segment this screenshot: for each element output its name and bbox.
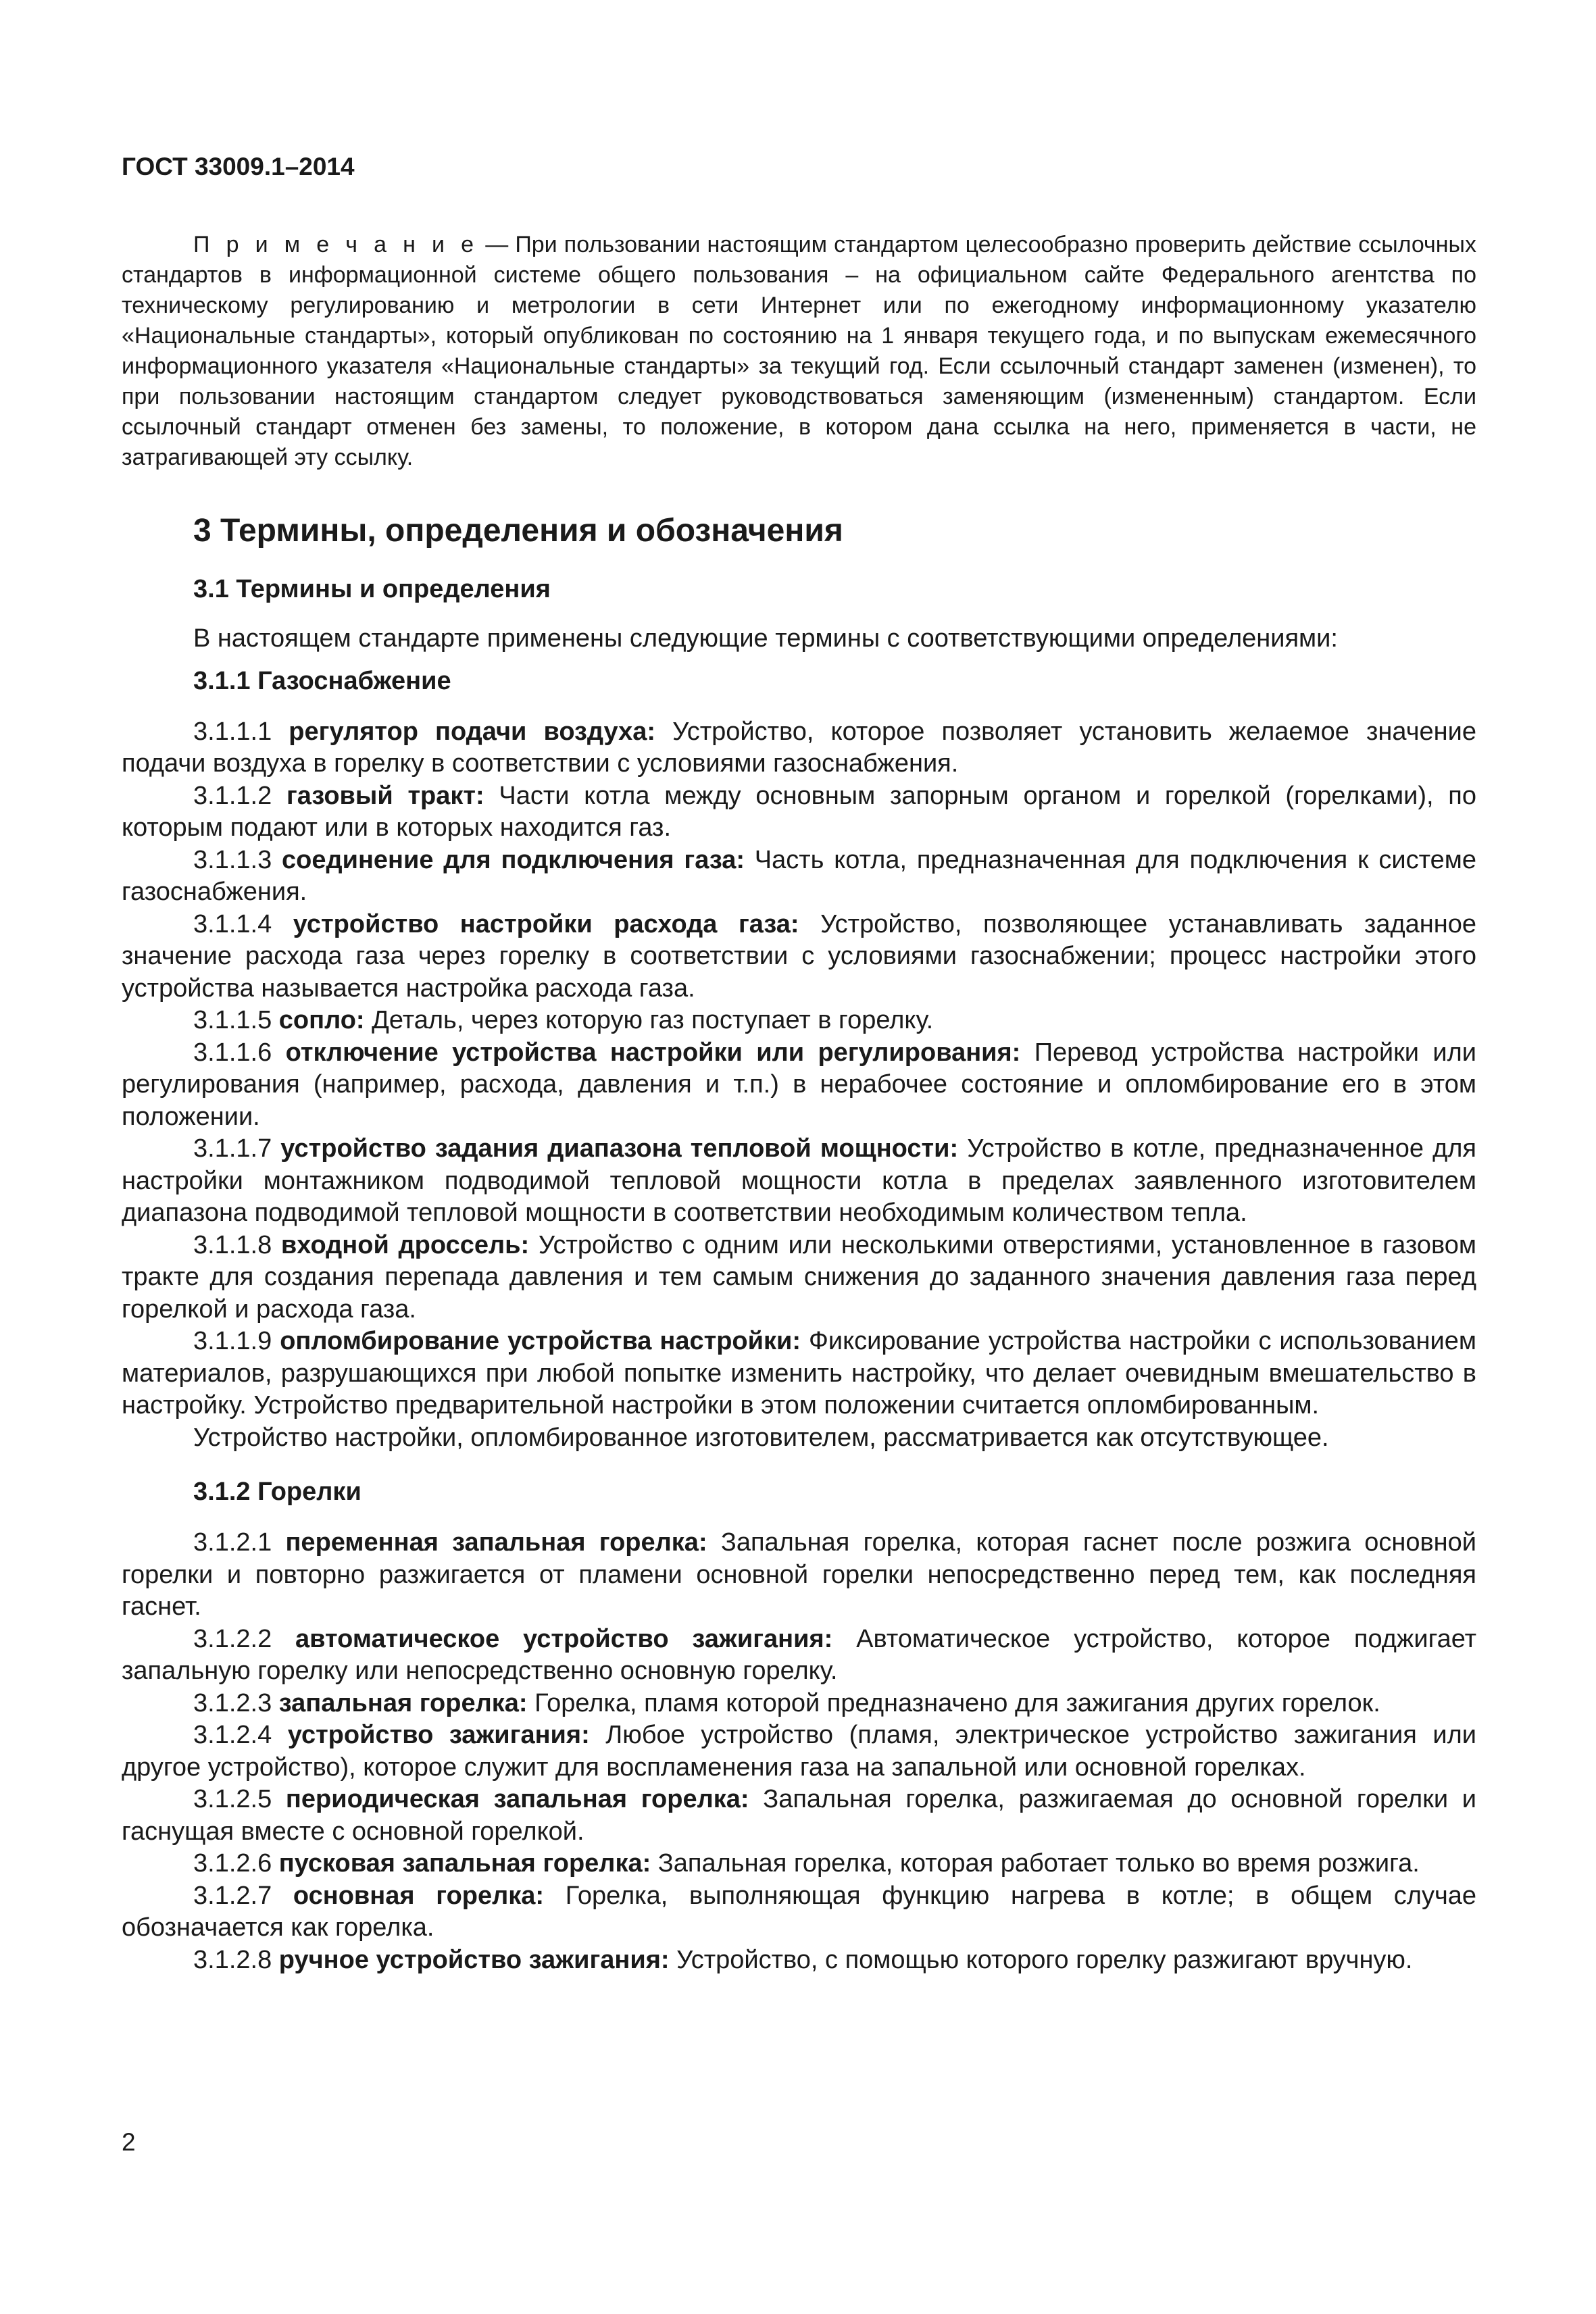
term-entry	[122, 1848, 1476, 1880]
term-entry	[122, 780, 1476, 845]
term-number: 3.1.1.2	[193, 781, 286, 810]
term-definition: Запальная горелка, разжигаемая до основной горелки и гаснущая вместе с основной горелкой.	[122, 1785, 1477, 1846]
term-entry	[122, 1527, 1476, 1624]
term-definition: Любое устройство (пламя, электрическое устройство зажигания или другое устройство), которое служит для воспламенения газа на запальной или основной горелках.	[122, 1721, 1477, 1782]
term-definition: Часть котла, предназначенная для подключения к системе газоснабжения.	[122, 845, 1476, 906]
term-entry	[122, 1719, 1476, 1784]
term-number: 3.1.2.8	[193, 1945, 279, 1974]
term-number: 3.1.1.4	[193, 909, 293, 938]
term-number: 3.1.1.1	[193, 717, 289, 746]
term-entry	[122, 1944, 1476, 1977]
page-content	[122, 230, 1476, 1976]
term-definition: Горелка, выполняющая функцию нагрева в котле; в общем случае обозначается как горелка.	[122, 1881, 1477, 1942]
term-number: 3.1.2.1	[193, 1528, 286, 1557]
term-name: пусковая запальная горелка:	[278, 1849, 651, 1878]
term-entry	[122, 1688, 1476, 1720]
section-3-title: 3 Термины, определения и обозначения	[193, 513, 843, 549]
term-list-3-1-2	[122, 1527, 1476, 1976]
term-definition: Автоматическое устройство, которое поджигает запальную горелку или непосредственно основную горелку.	[122, 1624, 1477, 1685]
term-entry	[122, 909, 1476, 1005]
term-definition: Устройство, с помощью которого горелку разжигают вручную.	[669, 1945, 1413, 1974]
term-name: газовый тракт:	[286, 781, 484, 810]
term-entry	[122, 1880, 1476, 1944]
term-definition: Части котла между основным запорным органом и горелкой (горелками), по которым подают или в которых находится газ.	[122, 781, 1476, 842]
term-name: периодическая запальная горелка:	[285, 1785, 749, 1813]
term-number: 3.1.1.5	[193, 1006, 279, 1034]
term-number: 3.1.1.8	[193, 1230, 281, 1259]
term-number: 3.1.2.3	[193, 1688, 279, 1717]
term-entry	[122, 1005, 1476, 1037]
term-name: входной дроссель:	[280, 1230, 530, 1259]
term-name: регулятор подачи воздуха:	[289, 717, 656, 746]
term-number: 3.1.1.3	[193, 845, 282, 874]
term-definition: Деталь, через которую газ поступает в горелку.	[364, 1006, 934, 1034]
term-definition: Горелка, пламя которой предназначено для зажигания других горелок.	[527, 1688, 1380, 1717]
term-definition: Запальная горелка, которая работает только во время розжига.	[651, 1849, 1420, 1878]
term-entry	[122, 1037, 1476, 1134]
term-name: устройство настройки расхода газа:	[293, 909, 799, 938]
term-entry	[122, 1230, 1476, 1326]
term-definition: Устройство с одним или несколькими отверстиями, установленное в газовом тракте для создания перепада давления и тем самым снижения до заданного значения давления газа перед горелкой и расхода газа.	[122, 1230, 1476, 1324]
term-name: ручное устройство зажигания:	[278, 1945, 670, 1974]
term-name: устройство зажигания:	[287, 1721, 590, 1749]
section-3-1-intro: В настоящем стандарте применены следующие термины с соответствующими определениями:	[193, 624, 1338, 653]
term-definition: Устройство, которое позволяет установить желаемое значение подачи воздуха в горелку в соответствии с условиями газоснабжения.	[122, 717, 1476, 778]
term-name: автоматическое устройство зажигания:	[295, 1624, 833, 1653]
term-number: 3.1.2.6	[193, 1849, 279, 1878]
section-3-1-title: 3.1 Термины и определения	[193, 575, 551, 603]
term-note-paragraph: Устройство настройки, опломбированное изготовителем, рассматривается как отсутствующее.	[193, 1423, 1329, 1452]
term-name: основная горелка:	[293, 1881, 545, 1910]
term-name: переменная запальная горелка:	[285, 1528, 707, 1557]
term-name: сопло:	[278, 1006, 365, 1034]
term-number: 3.1.2.7	[193, 1881, 293, 1910]
note-label: П р и м е ч а н и е	[193, 232, 479, 257]
term-number: 3.1.1.9	[193, 1327, 280, 1355]
section-3-1-2-title: 3.1.2 Горелки	[193, 1478, 361, 1506]
term-entry	[122, 1133, 1476, 1230]
term-definition: Устройство в котле, предназначенное для настройки монтажником подводимой тепловой мощности котла в пределах заявленного изготовителем диапазона подводимой тепловой мощности в соответствии необходимым количеством тепла.	[122, 1134, 1476, 1227]
term-number: 3.1.1.6	[193, 1038, 286, 1067]
section-3-1-1-title: 3.1.1 Газоснабжение	[193, 666, 451, 695]
term-name: запальная горелка:	[278, 1688, 528, 1717]
term-definition: Фиксирование устройства настройки с использованием материалов, разрушающихся при любой попытке изменить настройку, что делает очевидным вмешательство в настройку. Устройство предварительной настройки в этом положении считается опломбированным.	[122, 1327, 1476, 1419]
term-name: отключение устройства настройки или регулирования:	[285, 1038, 1021, 1067]
term-number: 3.1.2.2	[193, 1624, 296, 1653]
term-definition: Устройство, позволяющее устанавливать заданное значение расхода газа через горелку в соответствии с условиями газоснабжении; процесс настройки этого устройства называется настройка расхода газа.	[122, 909, 1477, 1003]
term-entry	[122, 1326, 1476, 1422]
term-number: 3.1.1.7	[193, 1134, 281, 1163]
term-list-3-1-1	[122, 716, 1476, 1455]
term-entry	[122, 1784, 1476, 1848]
term-name: соединение для подключения газа:	[282, 845, 745, 874]
note-text: — При пользовании настоящим стандартом целесообразно проверить действие ссылочных стандартов в информационной системе общего пользования – на официальном сайте Федерального агентства по техническому регулированию и метрологии в сети Интернет или по ежегодному информационному указателю «Национальные стандарты», который опубликован по состоянию на 1 января текущего года, и по выпускам ежемесячного информационного указателя «Национальные стандарты» за текущий год. Если ссылочный стандарт заменен (изменен), то при пользовании настоящим стандартом следует руководствоваться заменяющим (измененным) стандартом. Если ссылочный стандарт отменен без замены, то положение, в котором дана ссылка на него, применяется в части, не затрагивающей эту ссылку.	[122, 232, 1476, 470]
term-definition: Перевод устройства настройки или регулирования (например, расхода, давления и т.п.) в нерабочее состояние и опломбирование его в этом положении.	[122, 1038, 1477, 1131]
document-code: ГОСТ 33009.1–2014	[122, 153, 355, 180]
term-name: устройство задания диапазона тепловой мощности:	[280, 1134, 959, 1163]
term-name: опломбирование устройства настройки:	[280, 1327, 801, 1355]
note-paragraph	[122, 230, 1476, 473]
term-entry	[122, 845, 1476, 909]
term-entry	[122, 716, 1476, 780]
page-number: 2	[122, 2128, 136, 2156]
term-entry	[122, 1624, 1476, 1688]
term-number: 3.1.2.5	[193, 1785, 286, 1813]
term-number: 3.1.2.4	[193, 1721, 288, 1749]
term-definition: Запальная горелка, которая гаснет после розжига основной горелки и повторно разжигается от пламени основной горелки непосредственно перед тем, как последняя гаснет.	[122, 1528, 1477, 1621]
